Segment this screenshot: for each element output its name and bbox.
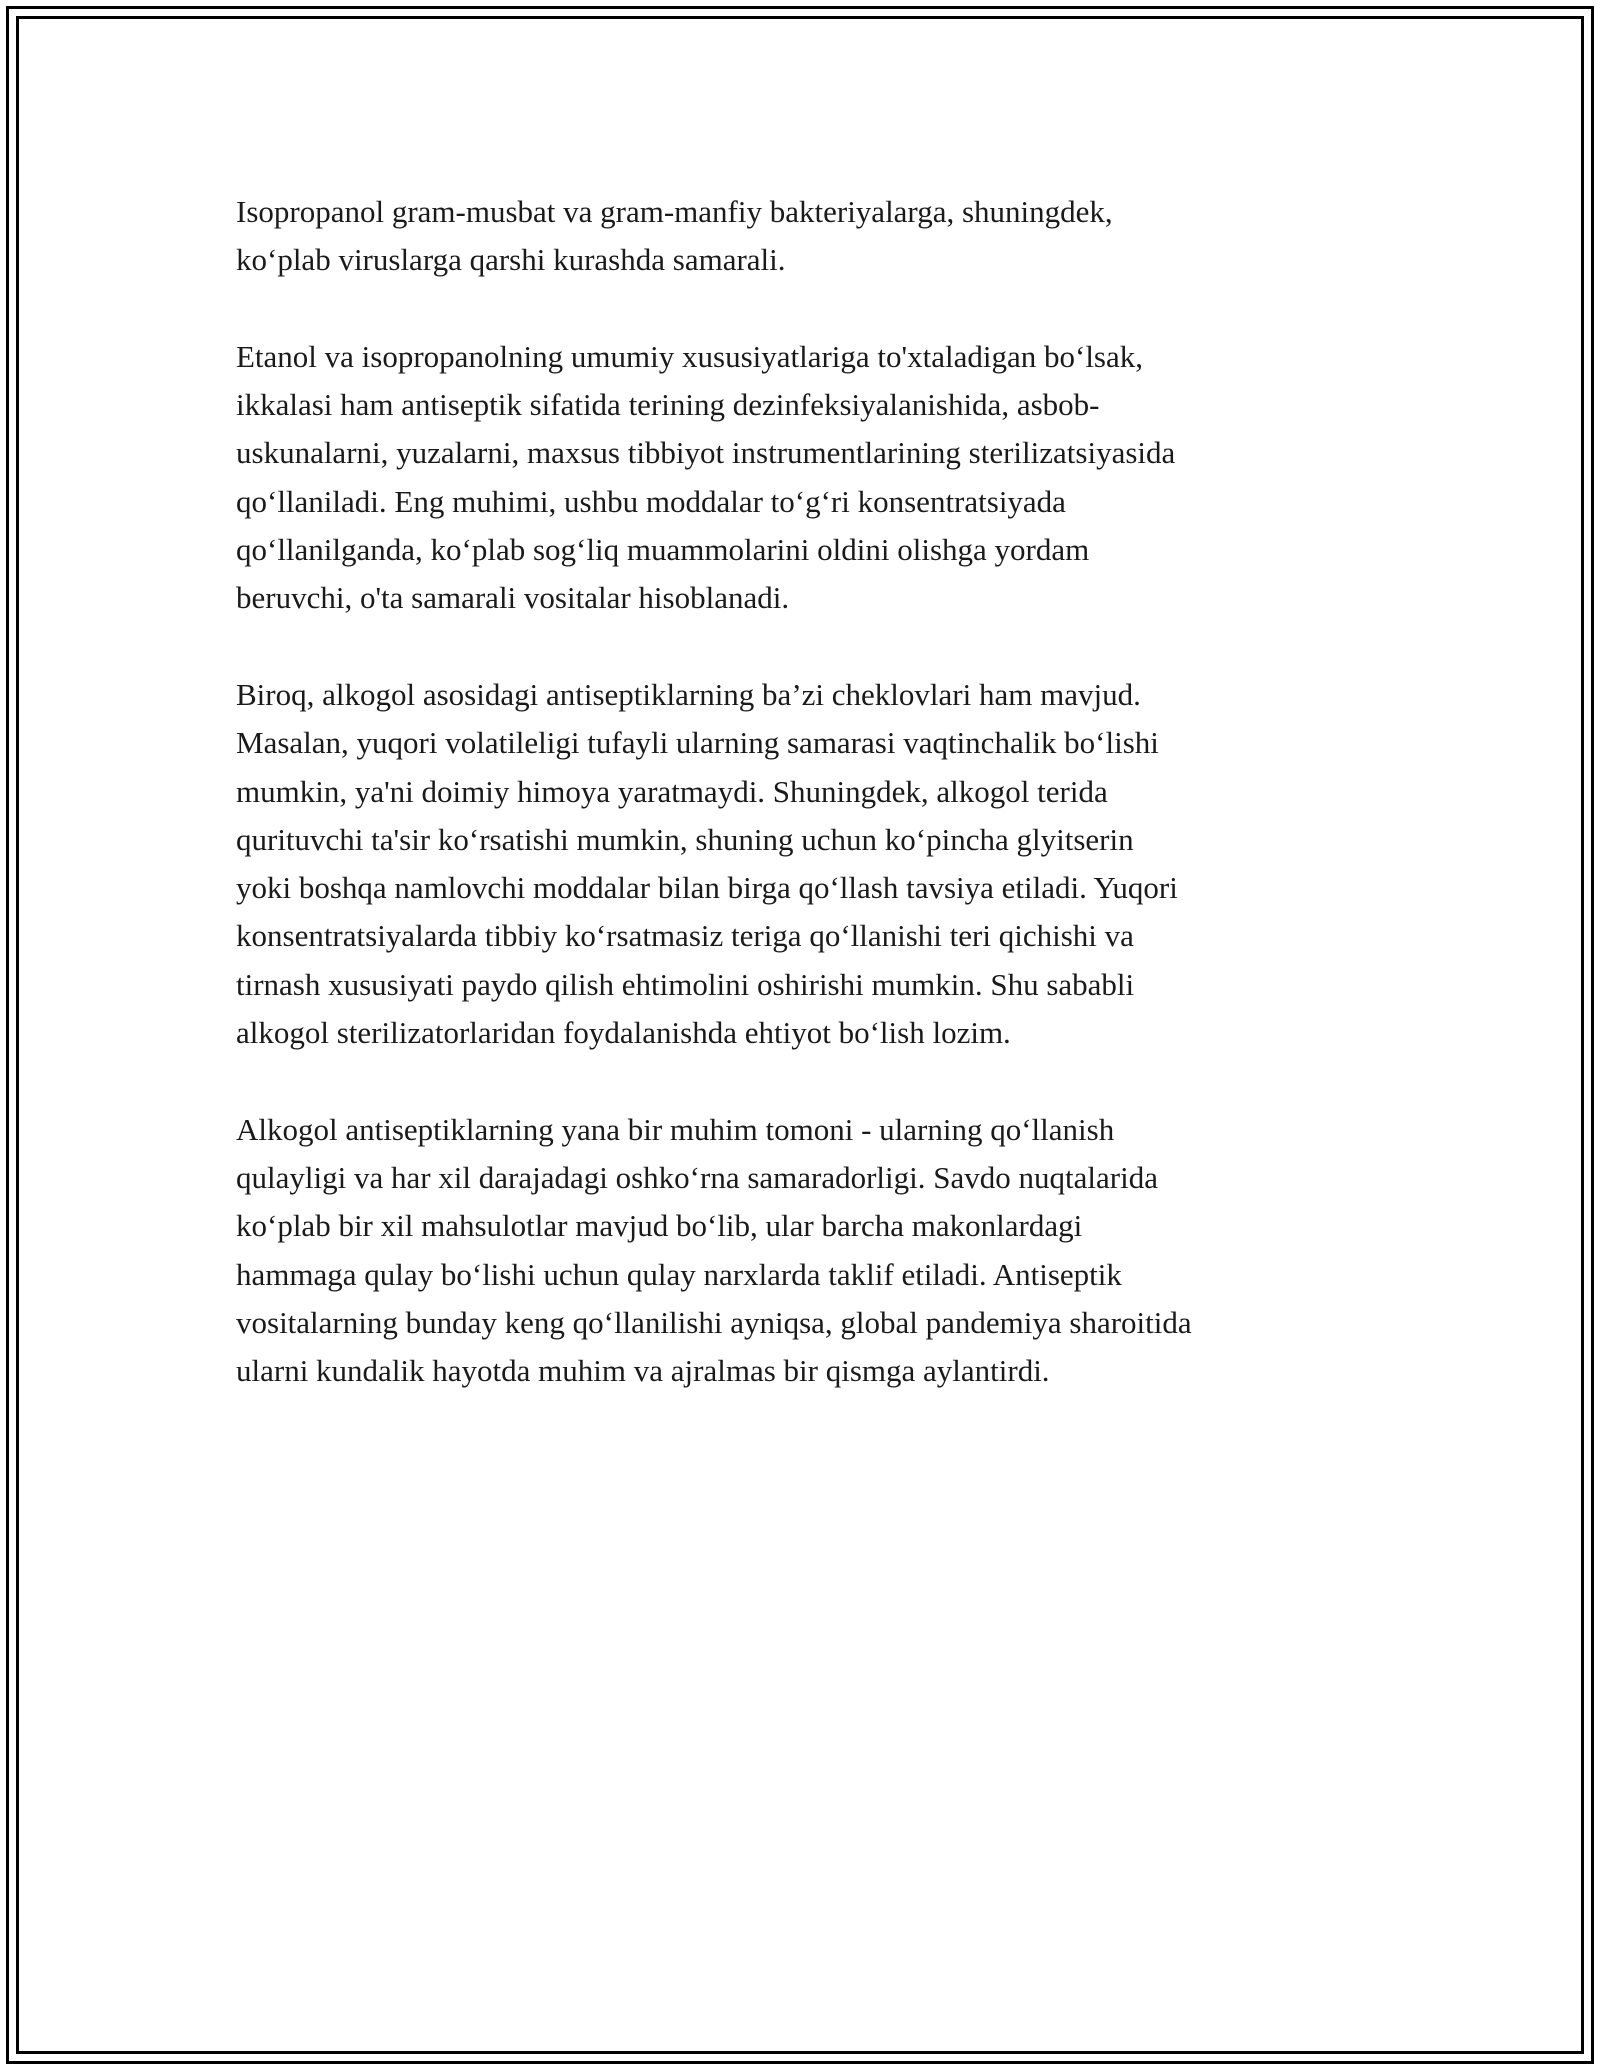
text-line: hammaga qulay bo‘lishi uchun qulay narxlarda taklif etiladi. Antiseptik <box>236 1256 1122 1292</box>
text-line: qurituvchi ta'sir ko‘rsatishi mumkin, shuning uchun ko‘pincha glyitserin <box>236 821 1134 857</box>
text-line: konsentratsiyalarda tibbiy ko‘rsatmasiz teriga qo‘llanishi teri qichishi va <box>236 918 1134 954</box>
text-line: alkogol sterilizatorlaridan foydalanishda ehtiyot bo‘lish lozim. <box>236 1015 1011 1051</box>
text-line: tirnash xususiyati paydo qilish ehtimolini oshirishi mumkin. Shu sababli <box>236 966 1135 1002</box>
text-line: Etanol va isopropanolning umumiy xususiyatlariga to'xtaladigan bo‘lsak, <box>236 338 1144 374</box>
paragraph-isopropanol-efficacy <box>236 188 1376 285</box>
paragraph-common-properties <box>236 333 1376 623</box>
text-line: Biroq, alkogol asosidagi antiseptiklarning ba’zi cheklovlari ham mavjud. <box>236 676 1141 712</box>
text-line: qo‘llanilganda, ko‘plab sog‘liq muammolarini oldini olishga yordam <box>236 532 1090 568</box>
paragraph-limitations <box>236 671 1376 1057</box>
text-line: ko‘plab viruslarga qarshi kurashda samarali. <box>236 242 786 278</box>
text-line: ikkalasi ham antiseptik sifatida terining dezinfeksiyalanishida, asbob- <box>236 387 1100 423</box>
text-line: mumkin, ya'ni doimiy himoya yaratmaydi. Shuningdek, alkogol terida <box>236 773 1108 809</box>
text-line: qo‘llaniladi. Eng muhimi, ushbu moddalar to‘g‘ri konsentratsiyada <box>236 483 1066 519</box>
text-line: yoki boshqa namlovchi moddalar bilan birga qo‘llash tavsiya etiladi. Yuqori <box>236 870 1178 906</box>
text-line: Alkogol antiseptiklarning yana bir muhim tomoni - ularning qo‘llanish <box>236 1111 1115 1147</box>
text-line: Masalan, yuqori volatileligi tufayli ularning samarasi vaqtinchalik bo‘lishi <box>236 725 1159 761</box>
text-line: vositalarning bunday keng qo‘llanilishi ayniqsa, global pandemiya sharoitida <box>236 1304 1192 1340</box>
text-line: ularni kundalik hayotda muhim va ajralmas bir qismga aylantirdi. <box>236 1353 1050 1389</box>
text-line: beruvchi, o'ta samarali vositalar hisoblanadi. <box>236 580 790 616</box>
text-line: Isopropanol gram-musbat va gram-manfiy bakteriyalarga, shuningdek, <box>236 194 1113 229</box>
text-line: qulayligi va har xil darajadagi oshko‘rna samaradorligi. Savdo nuqtalarida <box>236 1159 1158 1195</box>
paragraph-convenience <box>236 1106 1376 1396</box>
text-line: ko‘plab bir xil mahsulotlar mavjud bo‘lib, ular barcha makonlardagi <box>236 1208 1083 1244</box>
text-line: uskunalarni, yuzalarni, maxsus tibbiyot instrumentlarining sterilizatsiyasida <box>236 435 1176 471</box>
document-body <box>236 188 1376 1444</box>
